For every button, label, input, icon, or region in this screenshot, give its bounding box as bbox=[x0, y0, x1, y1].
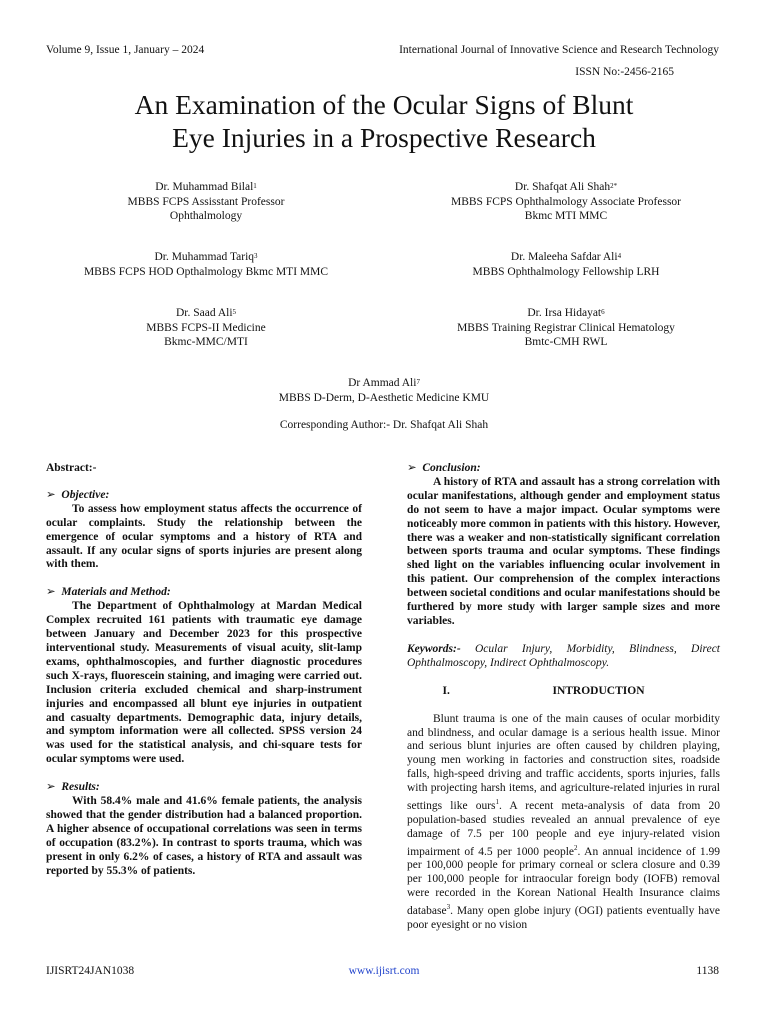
author-affiliation: Bkmc MTI MMC bbox=[524, 210, 608, 222]
methods-heading: ➢ Materials and Method: bbox=[46, 586, 171, 599]
author-affiliation: MBBS D-Derm, D-Aesthetic Medicine KMU bbox=[278, 391, 490, 404]
journal-website-link[interactable]: www.ijisrt.com bbox=[348, 965, 420, 977]
author-affiliation: MBBS Ophthalmology Fellowship LRH bbox=[472, 265, 660, 278]
results-text: With 58.4% male and 41.6% female patients, the analysis showed that the gender distribution had a balanced proportion. A higher absence of occupational correlations was seen in terms of occupation (83.2%). In contrast to sports trauma, which was present in only 6.2% of cases, a history of RTA and assault was reported by 55.3% of patients. bbox=[46, 795, 362, 877]
author-name: Dr. Irsa Hidayat$^6$ bbox=[527, 307, 605, 319]
author-block-3 bbox=[46, 250, 366, 279]
abstract-column bbox=[46, 462, 362, 878]
objective-text: To assess how employment status affects the occurrence of ocular complaints. Study the relationship between the emergence of ocular symptoms and a history of RTA and assault. If any ocular signs of sports injuries are present along with them. bbox=[46, 502, 362, 571]
author-block-7 bbox=[0, 376, 768, 405]
author-block-1 bbox=[46, 180, 366, 224]
author-affiliation: Ophthalmology bbox=[169, 210, 243, 222]
author-block-5 bbox=[46, 306, 366, 350]
author-affiliation: MBBS FCPS Ophthalmology Associate Professor bbox=[450, 195, 682, 208]
author-affiliation: MBBS Training Registrar Clinical Hematology bbox=[457, 321, 675, 334]
methods-text: The Department of Ophthalmology at Mardan Medical Complex recruited 161 patients with traumatic eye damage between January and December 2023 for this prospective interventional study. Measurements of visual acuity, slit-lamp exams, ophthalmoscopies, and further diagnostic procedures such X-rays, fluorescein staining, and imaging were carried out. Inclusion criteria excluded chemical and sharp-instrument injuries and encompassed all blunt eye injuries in outpatient and casualty departments. Demographic data, injury details, and symptom information were all collected. SPSS version 24 was used for the statistical analysis, and chi-square tests for ocular symptoms were used. bbox=[46, 600, 362, 766]
author-affiliation: Bmtc-CMH RWL bbox=[524, 336, 608, 348]
intro-heading: I. INTRODUCTION bbox=[442, 684, 645, 697]
keywords: Keywords:- Ocular Injury, Morbidity, Blindness, Direct Ophthalmoscopy, Indirect Ophthalmoscopy. bbox=[407, 642, 720, 669]
paper-title bbox=[0, 88, 768, 154]
author-affiliation: MBBS FCPS HOD Opthalmology Bkmc MTI MMC bbox=[83, 265, 329, 278]
corresponding-author: Corresponding Author:- Dr. Shafqat Ali Shah bbox=[279, 419, 489, 431]
author-block-4 bbox=[406, 250, 726, 279]
author-name: Dr. Muhammad Tariq$^3$ bbox=[154, 251, 258, 263]
author-affiliation: Bkmc-MMC/MTI bbox=[164, 336, 248, 348]
title-line-2: Eye Injuries in a Prospective Research bbox=[172, 122, 596, 153]
title-line-1: An Examination of the Ocular Signs of Blunt bbox=[134, 89, 634, 120]
journal-name: International Journal of Innovative Science and Research Technology bbox=[399, 44, 719, 56]
author-name: Dr Ammad Ali$^7$ bbox=[348, 377, 420, 389]
volume-issue: Volume 9, Issue 1, January – 2024 bbox=[46, 44, 205, 56]
results-heading: ➢ Results: bbox=[46, 781, 100, 794]
paper-id: IJISRT24JAN1038 bbox=[46, 965, 135, 977]
intro-paragraph: Blunt trauma is one of the main causes of ocular morbidity and blindness, and ocular damage is a serious health issue. Minor and serious blunt injuries are often caused by children playing, young men working in factories and construction sites, roadside falls, high-speed driving and traffic accidents, sports injuries, falls with projecting harsh items, and agriculture-related injuries in rural settings like ours$^1$. A recent meta-analysis of data from 20 population-based studies revealed an annual prevalence of eye damage of 7.5 per 100 people and eye injury-related vision impairment of 4.5 per 1000 people$^2$. An annual incidence of 1.99 per 100,000 people for primary corneal or sclera closure and 0.39 per 100,000 people for intraocular foreign body (IOFB) removal were recorded in the Korean National Health Insurance claims database$^3$. Many open globe injury (OGI) patients eventually have poor eyesight or no vision bbox=[407, 712, 720, 931]
conclusion-text: A history of RTA and assault has a strong correlation with ocular manifestations, although gender and employment status do not seem to have a major impact. Ocular symptoms were noticeably more common in patients with this history. However, there was a weaker and non-statistically significant correlation between sports trauma and ocular symptoms. These findings shed light on the variables influencing ocular involvement in this patient. Our comprehension of the complex interactions between societal conditions and ocular manifestations should be furthered by more study with larger sample sizes and more variables. bbox=[407, 475, 720, 627]
author-block-6 bbox=[406, 306, 726, 350]
issn: ISSN No:-2456-2165 bbox=[575, 66, 674, 78]
conclusion-heading: ➢ Conclusion: bbox=[407, 462, 481, 474]
author-name: Dr. Shafqat Ali Shah$^{2*}$ bbox=[514, 181, 618, 193]
author-name: Dr. Maleeha Safdar Ali$^4$ bbox=[510, 251, 622, 263]
abstract-heading: Abstract:- bbox=[46, 462, 97, 474]
page-number: 1138 bbox=[696, 965, 719, 977]
author-name: Dr. Muhammad Bilal$^1$ bbox=[155, 181, 257, 193]
author-block-2 bbox=[406, 180, 726, 224]
author-affiliation: MBBS FCPS-II Medicine bbox=[146, 321, 266, 334]
author-affiliation: MBBS FCPS Assisstant Professor bbox=[127, 195, 285, 208]
right-column bbox=[407, 462, 720, 933]
author-name: Dr. Saad Ali$^5$ bbox=[175, 307, 237, 319]
objective-heading: ➢ Objective: bbox=[46, 488, 110, 501]
